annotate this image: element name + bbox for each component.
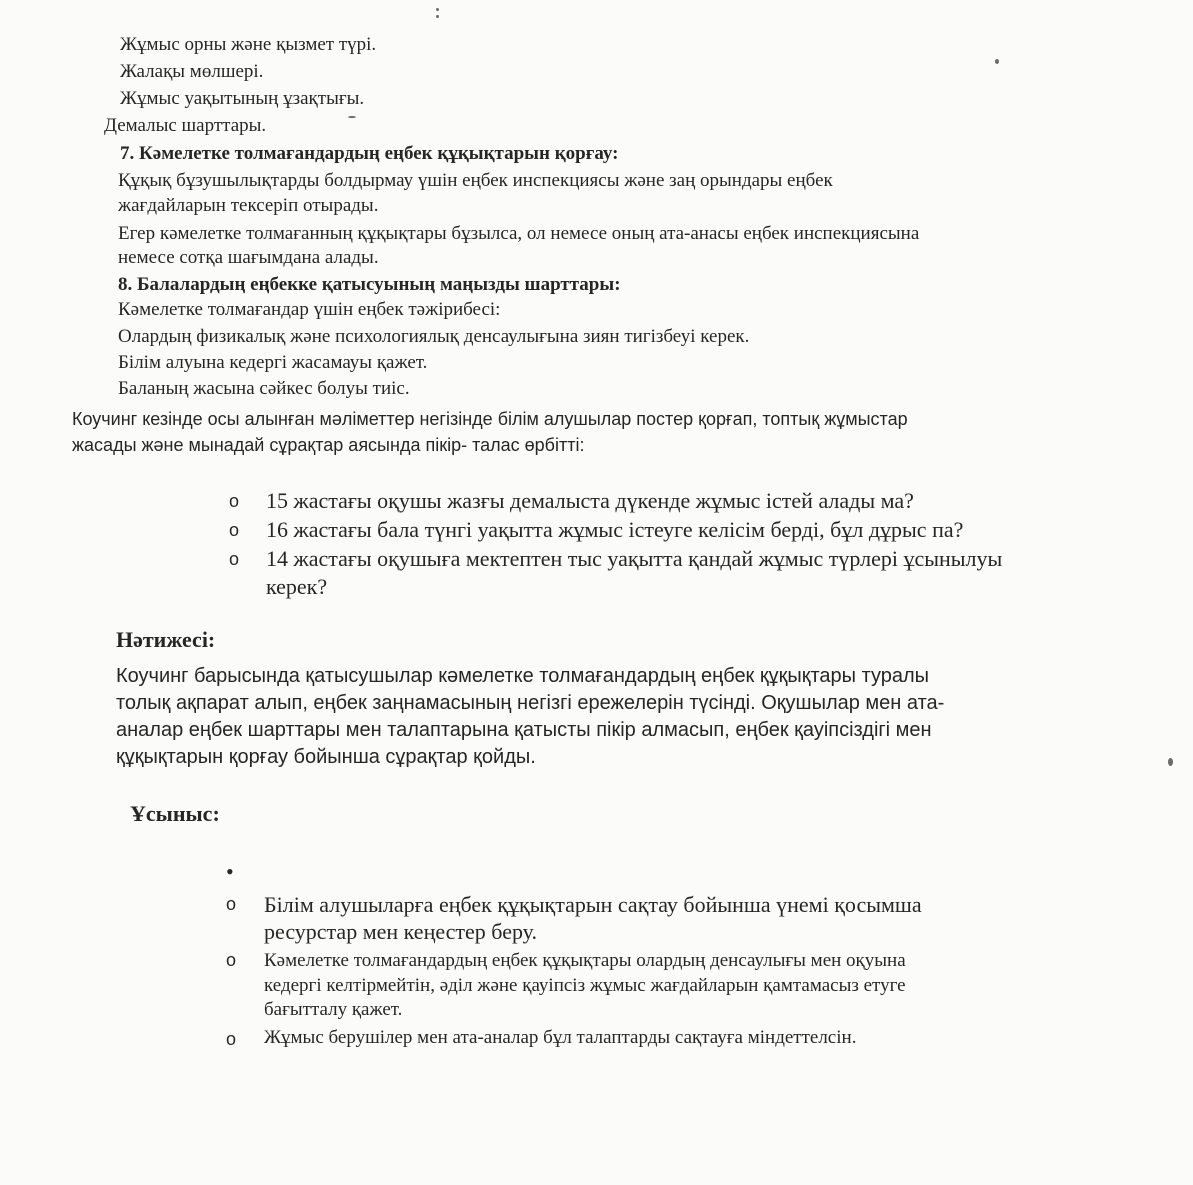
proposal-heading: Ұсыныс: [130, 801, 220, 826]
proposal-item: Білім алушыларға еңбек құқықтарын сақтау бойынша үнемі қосымша [264, 892, 922, 917]
result-text: аналар еңбек шарттары мен талаптарына қатысты пікір алмасып, еңбек қауіпсіздігі мен [116, 719, 932, 741]
section-8-text: Баланың жасына сәйкес болуы тиіс. [118, 378, 410, 399]
result-text: құқықтарын қорғау бойынша сұрақтар қойды. [116, 746, 536, 768]
section-7-text: Егер кәмелетке толмағанның құқықтары бұзылса, ол немесе оның ата-анасы еңбек инспекциясына [118, 223, 920, 244]
result-heading: Нәтижесі: [116, 627, 216, 652]
proposal-item-continued: ресурстар мен кеңестер беру. [264, 919, 537, 944]
scan-speck [995, 59, 999, 64]
question-item: 14 жастағы оқушыға мектептен тыс уақытта қандай жұмыс түрлері ұсынылуы [266, 546, 1003, 571]
section-7-text: Құқық бұзушылықтарды болдырмау үшін еңбек инспекциясы және заң орындары еңбек [118, 170, 833, 191]
proposal-item-continued: кедергі келтірмейтін, әділ және қауіпсіз жұмыс жағдайларын қамтамасыз етуге [264, 975, 906, 996]
question-item-continued: керек? [266, 574, 328, 599]
list-item: Демалыс шарттары. [104, 115, 267, 136]
hollow-bullet-icon: o [226, 1029, 237, 1049]
dot-bullet-icon: • [226, 859, 234, 884]
section-7-heading: 7. Кәмелетке толмағандардың еңбек құқықтарын қорғау: [120, 143, 619, 164]
hollow-bullet-icon: o [226, 894, 237, 914]
coaching-intro-text: жасады және мынадай сұрақтар аясында пікір- талас өрбітті: [72, 435, 585, 455]
hollow-bullet-icon: o [229, 491, 240, 511]
proposal-item-continued: бағытталу қажет. [264, 999, 403, 1020]
section-8-text: Кәмелетке толмағандар үшін еңбек тәжірибесі: [118, 299, 501, 320]
list-item: Жалақы мөлшері. [120, 61, 264, 82]
result-text: Коучинг барысында қатысушылар кәмелетке толмағандардың еңбек құқықтары туралы [116, 665, 930, 687]
scan-speck [436, 15, 439, 18]
hollow-bullet-icon: o [229, 549, 240, 569]
scan-speck [348, 116, 356, 118]
hollow-bullet-icon: o [229, 520, 240, 540]
list-item: Жұмыс орны және қызмет түрі. [120, 34, 377, 55]
proposal-item: Кәмелетке толмағандардың еңбек құқықтары олардың денсаулығы мен оқуына [264, 950, 906, 971]
section-7-text: немесе сотқа шағымдана алады. [118, 247, 379, 268]
section-8-text: Олардың физикалық және психологиялық денсаулығына зиян тигізбеуі керек. [118, 326, 750, 347]
hollow-bullet-icon: o [226, 950, 237, 970]
coaching-intro-text: Коучинг кезінде осы алынған мәліметтер негізінде білім алушылар постер қорғап, топтық жұмыстар [72, 409, 908, 429]
section-7-text: жағдайларын тексеріп отырады. [118, 195, 379, 216]
scan-speck [1168, 758, 1173, 766]
section-8-text: Білім алуына кедергі жасамауы қажет. [118, 352, 428, 373]
list-item: Жұмыс уақытының ұзақтығы. [120, 88, 365, 109]
proposal-item: Жұмыс берушілер мен ата-аналар бұл талаптарды сақтауға міндеттелсін. [264, 1027, 857, 1048]
result-text: толық ақпарат алып, еңбек заңнамасының негізгі ережелерін түсінді. Оқушылар мен ата- [116, 692, 945, 714]
question-item: 16 жастағы бала түнгі уақытта жұмыс істеуге келісім берді, бұл дұрыс па? [266, 517, 964, 542]
scan-speck [436, 8, 439, 11]
section-8-heading: 8. Балалардың еңбекке қатысуының маңызды шарттары: [118, 274, 621, 295]
question-item: 15 жастағы оқушы жазғы демалыста дүкенде жұмыс істей алады ма? [266, 488, 914, 513]
